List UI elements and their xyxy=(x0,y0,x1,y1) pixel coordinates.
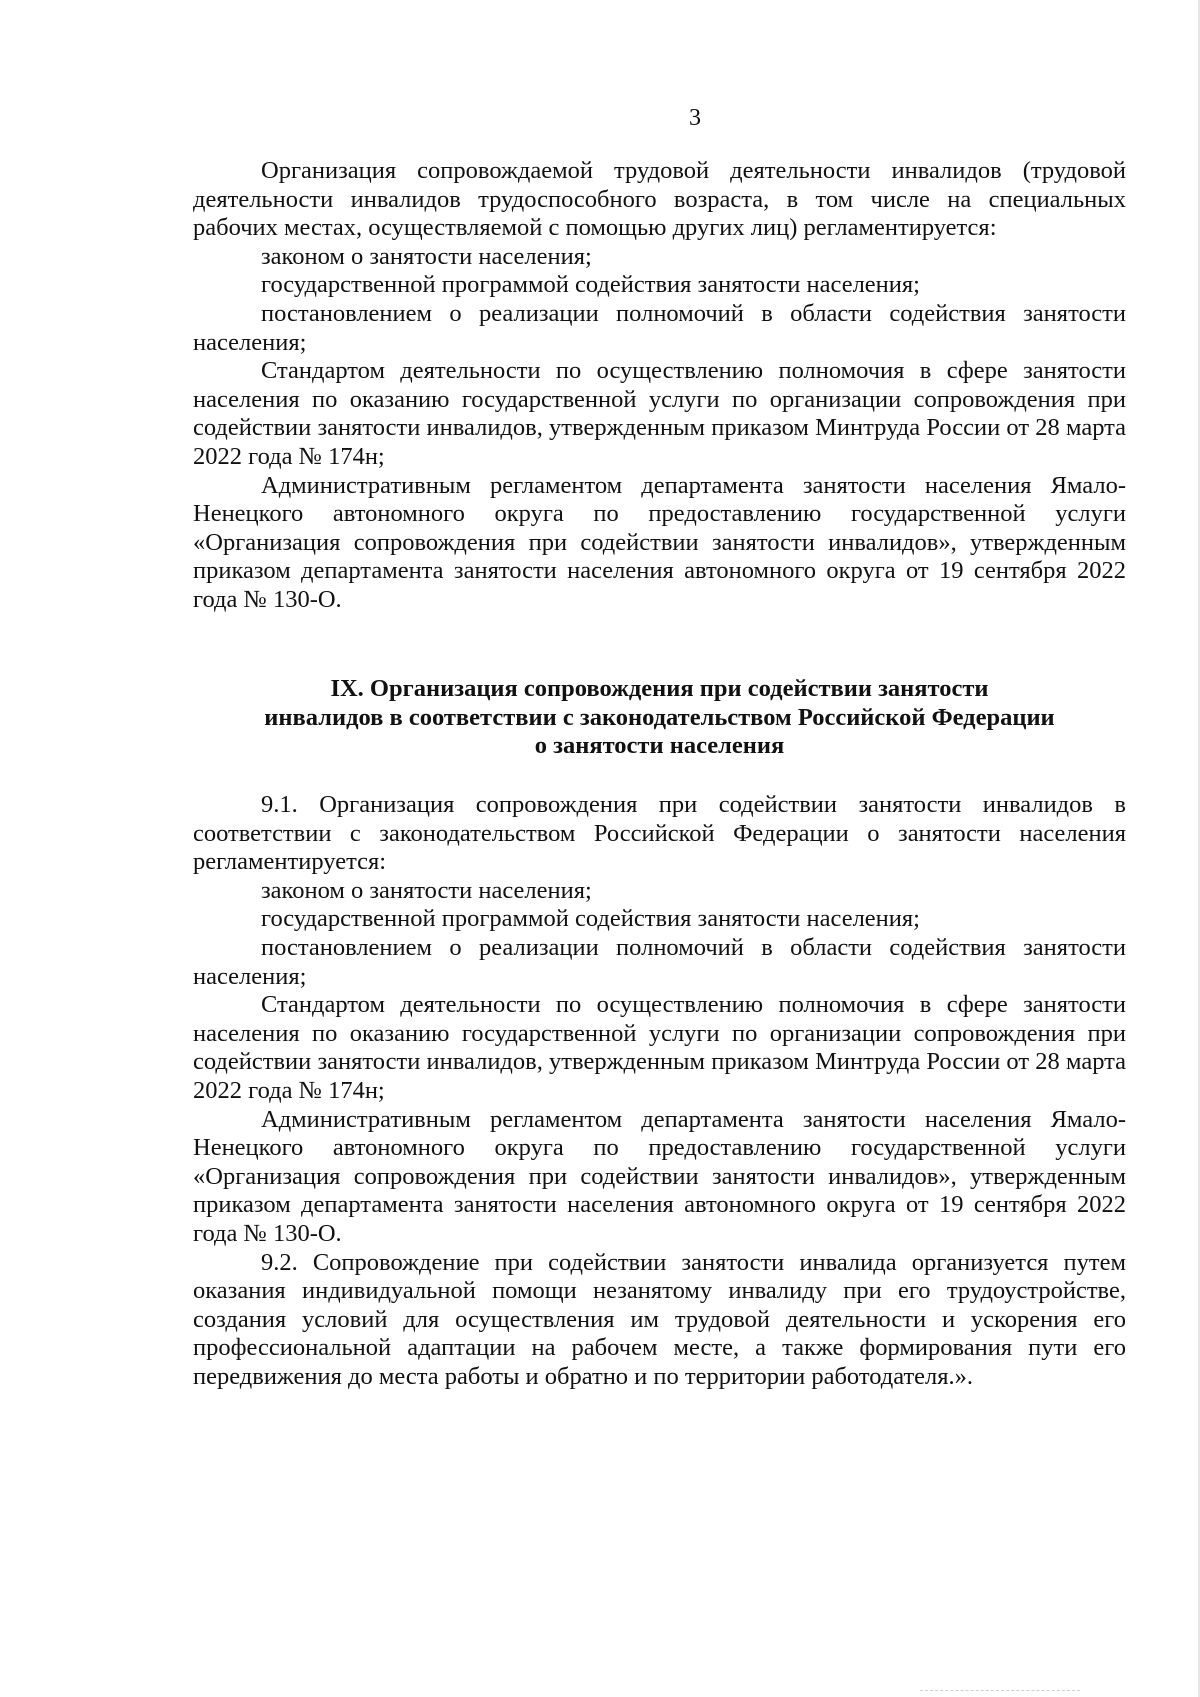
section-2-paragraph: Административным регламентом департамента занятости населения Ямало-Ненецкого автономного округа по предоставлению государственной услуги «Организация сопровождения при содействии занятости инвалидов», утвержденным приказом департамента занятости населения автономного округа от 19 сентября 2022 года № 130-О. xyxy=(193,1105,1126,1247)
section-1-paragraph: постановлением о реализации полномочий в области содействия занятости населения; xyxy=(193,299,1126,356)
section-heading xyxy=(193,675,1126,761)
section-heading-line: о занятости населения xyxy=(534,732,785,760)
section-2-paragraph: законом о занятости населения; xyxy=(261,876,592,904)
scan-bottom-mark xyxy=(920,1690,1080,1692)
section-2-paragraph: 9.2. Сопровождение при содействии занятости инвалида организуется путем оказания индивидуальной помощи незанятому инвалиду при его трудоустройстве, создания условий для осуществления им трудовой деятельности и ускорения его профессиональной адаптации на рабочем месте, а также формирования пути его передвижения до места работы и обратно и по территории работодателя.». xyxy=(193,1248,1126,1390)
section-1-paragraph: Стандартом деятельности по осуществлению полномочия в сфере занятости населения по оказанию государственной услуги по организации сопровождения при содействии занятости инвалидов, утвержденным приказом Минтруда России от 28 марта 2022 года № 174н; xyxy=(193,357,1126,470)
section-heading-line: инвалидов в соответствии с законодательством Российской Федерации xyxy=(264,703,1055,731)
section-1-paragraph: государственной программой содействия занятости населения; xyxy=(261,271,920,299)
section-heading-line: IX. Организация сопровождения при содействии занятости xyxy=(330,675,989,702)
section-1-paragraph: законом о занятости населения; xyxy=(261,242,592,270)
section-1-body xyxy=(193,157,1126,615)
section-2-paragraph: постановлением о реализации полномочий в области содействия занятости населения; xyxy=(193,933,1126,990)
section-2-paragraph: Стандартом деятельности по осуществлению полномочия в сфере занятости населения по оказанию государственной услуги по организации сопровождения при содействии занятости инвалидов, утвержденным приказом Минтруда России от 28 марта 2022 года № 174н; xyxy=(193,991,1126,1104)
section-2-body xyxy=(193,791,1126,1391)
section-1-paragraph: Административным регламентом департамента занятости населения Ямало-Ненецкого автономного округа по предоставлению государственной услуги «Организация сопровождения при содействии занятости инвалидов», утвержденным приказом департамента занятости населения автономного округа от 19 сентября 2022 года № 130-О. xyxy=(193,471,1126,613)
section-2-paragraph: государственной программой содействия занятости населения; xyxy=(261,905,920,933)
page-number: 3 xyxy=(689,105,701,131)
section-1-paragraph: Организация сопровождаемой трудовой деятельности инвалидов (трудовой деятельности инвалидов трудоспособного возраста, в том числе на специальных рабочих местах, осуществляемой с помощью других лиц) регламентируется: xyxy=(193,157,1126,242)
section-2-paragraph: 9.1. Организация сопровождения при содействии занятости инвалидов в соответствии с законодательством Российской Федерации о занятости населения регламентируется: xyxy=(193,791,1126,876)
